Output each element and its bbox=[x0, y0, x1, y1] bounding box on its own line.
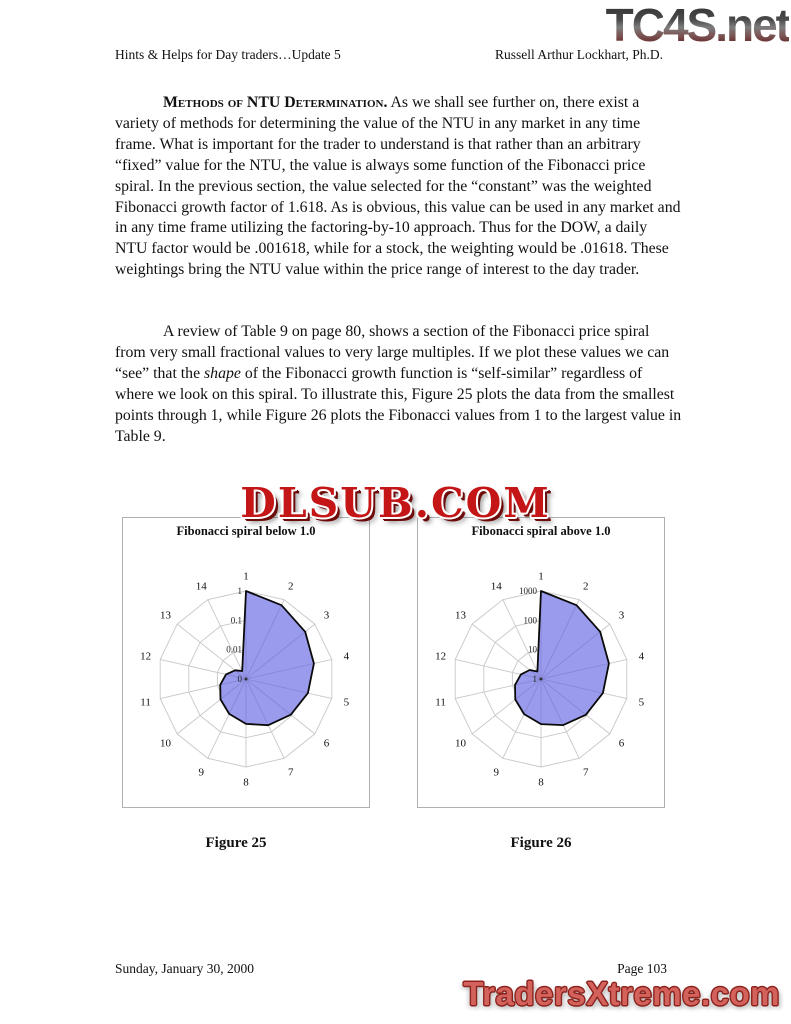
fibonacci-spiral-above-1-chart bbox=[418, 518, 664, 807]
header-document-title: Hints & Helps for Day traders…Update 5 bbox=[115, 47, 341, 62]
chart-title: Fibonacci spiral below 1.0 bbox=[176, 524, 316, 538]
svg-text:14: 14 bbox=[195, 580, 207, 593]
paragraph-table9-review bbox=[115, 322, 683, 447]
paragraph-text: As we shall see further on, there exist a variety of methods for determining the value of the NTU in any market in any time frame. What is important for the trader to understand is that rather than an arbitrary “fixed” value for the NTU, the value is always some function of the Fibonacci price spiral. In the previous section, the value selected for the “constant” was the weighted Fibonacci growth factor of 1.618. As is obvious, this value can be used in any market and in any time frame utilizing the factoring-by-10 approach. Thus for the DOW, a daily NTU factor would be .001618, while for a stock, the weighting would be .01618. These weightings bring the NTU value within the price range of interest to the day trader. bbox=[115, 94, 681, 279]
svg-text:7: 7 bbox=[582, 766, 589, 779]
fibonacci-spiral-below-1-chart bbox=[123, 518, 369, 807]
figure-25-box bbox=[122, 517, 370, 808]
svg-text:7: 7 bbox=[287, 766, 294, 779]
dlsub-watermark-logo: DLSUB.COM bbox=[240, 479, 551, 527]
svg-text:5: 5 bbox=[343, 696, 350, 709]
svg-text:0.1: 0.1 bbox=[230, 615, 242, 626]
svg-text:8: 8 bbox=[538, 776, 544, 789]
svg-text:100: 100 bbox=[523, 615, 537, 626]
tc4s-logo: TC4S.net bbox=[605, 0, 789, 51]
svg-text:3: 3 bbox=[618, 609, 625, 622]
figure-25-caption: Figure 25 bbox=[205, 835, 267, 851]
svg-text:10: 10 bbox=[528, 644, 537, 655]
paragraph-text: of the Fibonacci growth function is “self-similar” regardless of where we look on this spiral. To illustrate this, Figure 25 plots the data from the smallest points through 1, while Figure 26 plots the Fibonacci values from 1 to the largest value in Table 9. bbox=[115, 364, 682, 445]
svg-text:3: 3 bbox=[323, 609, 330, 622]
svg-text:12: 12 bbox=[435, 650, 447, 663]
section-heading: Methods of NTU Determination. bbox=[163, 94, 388, 111]
chart-title: Fibonacci spiral above 1.0 bbox=[471, 524, 611, 538]
footer-page-number: Page 103 bbox=[617, 961, 667, 976]
svg-text:6: 6 bbox=[618, 737, 625, 750]
svg-text:2: 2 bbox=[287, 580, 294, 593]
paragraph-text: A review of Table 9 on page 80, shows a section of the Fibonacci price spiral from very small fractional values to very large multiples. If we plot these values we can “see” that the bbox=[115, 323, 670, 382]
svg-text:11: 11 bbox=[140, 696, 151, 709]
svg-text:2: 2 bbox=[582, 580, 589, 593]
svg-text:12: 12 bbox=[140, 650, 152, 663]
svg-text:10: 10 bbox=[160, 737, 171, 750]
svg-text:4: 4 bbox=[343, 650, 350, 663]
svg-text:1: 1 bbox=[237, 586, 242, 596]
figure-26-box bbox=[417, 517, 665, 808]
svg-text:13: 13 bbox=[455, 609, 466, 622]
svg-text:10: 10 bbox=[455, 737, 466, 750]
tradersxtreme-watermark-logo: TradersXtreme.com bbox=[463, 975, 780, 1012]
svg-text:1: 1 bbox=[538, 570, 544, 583]
italic-word: shape bbox=[204, 364, 241, 382]
svg-text:9: 9 bbox=[198, 766, 205, 779]
svg-text:14: 14 bbox=[490, 580, 502, 593]
svg-text:11: 11 bbox=[435, 696, 446, 709]
svg-text:0.01: 0.01 bbox=[226, 644, 242, 655]
svg-text:1: 1 bbox=[532, 674, 537, 684]
svg-text:4: 4 bbox=[638, 650, 645, 663]
svg-text:1000: 1000 bbox=[519, 586, 537, 596]
svg-text:13: 13 bbox=[160, 609, 171, 622]
figure-26-caption: Figure 26 bbox=[510, 835, 572, 851]
svg-text:5: 5 bbox=[638, 696, 645, 709]
svg-text:8: 8 bbox=[243, 776, 249, 789]
header-author: Russell Arthur Lockhart, Ph.D. bbox=[495, 47, 663, 62]
svg-text:6: 6 bbox=[323, 737, 330, 750]
paragraph-methods-of-ntu bbox=[115, 93, 683, 281]
footer-date: Sunday, January 30, 2000 bbox=[115, 961, 254, 976]
svg-text:0: 0 bbox=[237, 674, 242, 684]
svg-text:9: 9 bbox=[493, 766, 500, 779]
svg-text:1: 1 bbox=[243, 570, 249, 583]
